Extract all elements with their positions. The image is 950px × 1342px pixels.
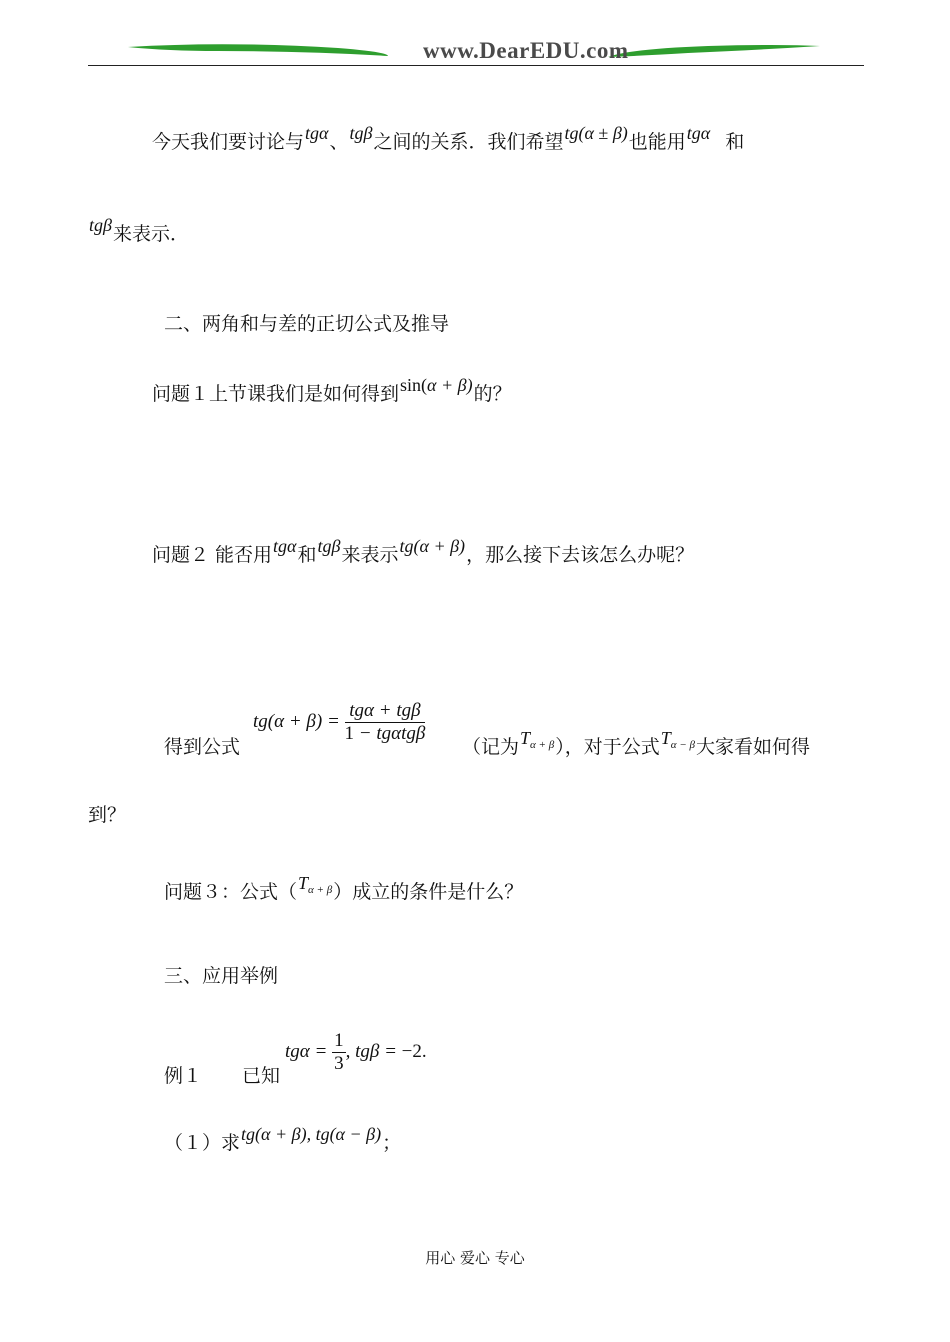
example-1-givens: tgα = $\frac{1}{3}$ , tgβ = −2. — [285, 1030, 427, 1074]
intro-line: 今天我们要讨论与tgα、tgβ之间的关系．我们希望tg(α ± β)也能用tgα 和 — [152, 123, 745, 153]
formula-note: （记为$T_{\alpha + \beta}$），对于公式$T_{\alpha - \beta}$大家看如何得 — [462, 728, 810, 758]
example-1-part-1: （１）求tg(α + β), tg(α − β)； — [164, 1124, 402, 1154]
header-rule — [88, 65, 864, 66]
formula-fraction: $\frac{\text{tgα + tgβ}}{\text{1 − tgαtgβ}}$ — [344, 700, 426, 744]
formula-note-cont: 到？ — [88, 804, 127, 826]
section-2-heading: 二、两角和与差的正切公式及推导 — [164, 313, 450, 335]
question-2: 问题２ 能否用tgα和tgβ来表示tg(α + β)，那么接下去该怎么办呢？ — [152, 536, 695, 566]
intro-line-cont: tgβ来表示． — [89, 215, 189, 245]
section-3-heading: 三、应用举例 — [164, 965, 279, 987]
question-1: 问题１上节课我们是如何得到sin(α + β)的？ — [152, 375, 512, 405]
site-logo-text: www.DearEDU.com — [423, 38, 629, 63]
footer-motto: 用心 爱心 专心 — [425, 1249, 525, 1267]
formula-label: 得到公式 — [164, 736, 241, 758]
one-third-fraction: $\frac{1}{3}$ — [334, 1030, 344, 1074]
tan-sum-formula: tg(α + β) = $\frac{\text{tgα + tgβ}}{\text{1 − tgαtgβ}}$ — [253, 700, 426, 744]
question-3: 问题３：公式$(T_{\alpha + \beta})$成立的条件是什么？ — [164, 873, 524, 903]
example-1-label: 例１ 已知 — [164, 1065, 281, 1087]
